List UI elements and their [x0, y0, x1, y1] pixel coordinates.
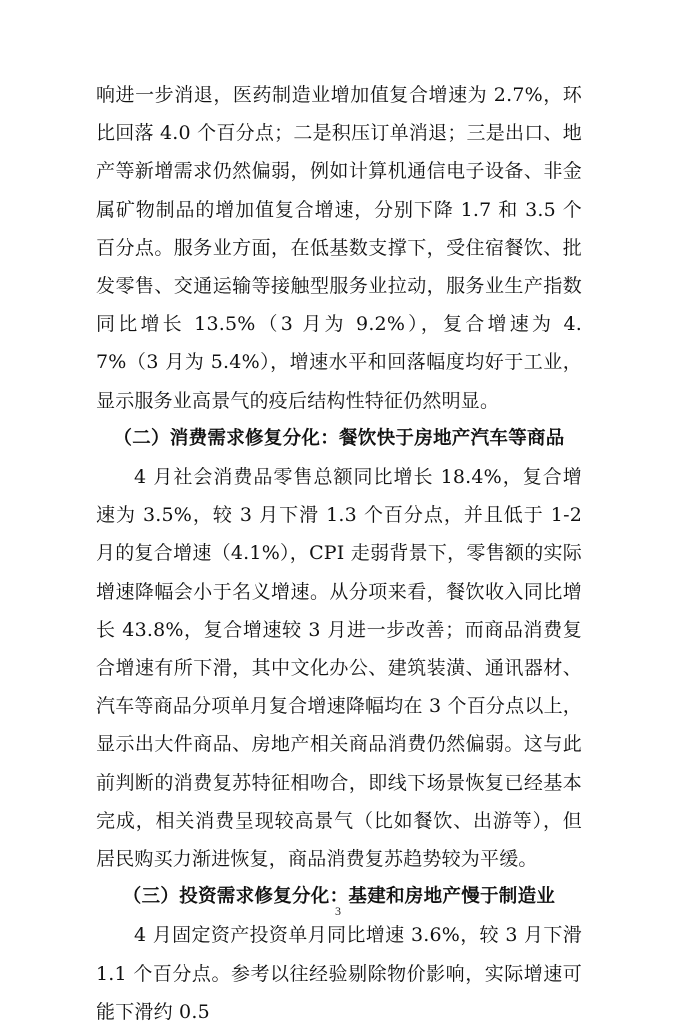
paragraph-investment: 4 月固定资产投资单月同比增速 3.6%，较 3 月下滑 1.1 个百分点。参考以往经验剔除物价影响，实际增速可能下滑约 0.5 [96, 924, 582, 1023]
document-body [96, 76, 582, 1031]
paragraph-consumption: 4 月社会消费品零售总额同比增长 18.4%，复合增速为 3.5%，较 3 月下滑 1.3 个百分点，并且低于 1-2 月的复合增速（4.1%），CPI 走弱背景下，零售额的实际增速降幅会小于名义增速。从分项来看，餐饮收入同比增长 43.8%，复合增速较 3 月进一步改善；而商品消费复合增速有所下滑，其中文化办公、建筑装潢、通讯器材、汽车等商品分项单月复合增速降幅均在 3 个百分点以上，显示出大件商品、房地产相关商品消费仍然偏弱。这与此前判断的消费复苏特征相吻合，即线下场景恢复已经基本完成，相关消费呈现较高景气（比如餐饮、出游等），但居民购买力渐进恢复，商品消费复苏趋势较为平缓。 [96, 466, 582, 871]
section-heading-consumption: （二）消费需求修复分化：餐饮快于房地产汽车等商品 [113, 427, 565, 449]
page-number: 3 [335, 904, 341, 918]
section-heading-investment: （三）投资需求修复分化：基建和房地产慢于制造业 [122, 886, 556, 908]
paragraph-industry-services: 响进一步消退，医药制造业增加值复合增速为 2.7%，环比回落 4.0 个百分点；二是积压订单消退；三是出口、地产等新增需求仍然偏弱，例如计算机通信电子设备、非金属矿物制品的增加值复合增速，分别下降 1.7 和 3.5 个百分点。服务业方面，在低基数支撑下，受住宿餐饮、批发零售、交通运输等接触型服务业拉动，服务业生产指数同比增长 13.5%（3 月为 9.2%），复合增速为 4.7%（3 月为 5.4%），增速水平和回落幅度均好于工业，显示服务业高景气的疫后结构性特征仍然明显。 [96, 84, 582, 412]
